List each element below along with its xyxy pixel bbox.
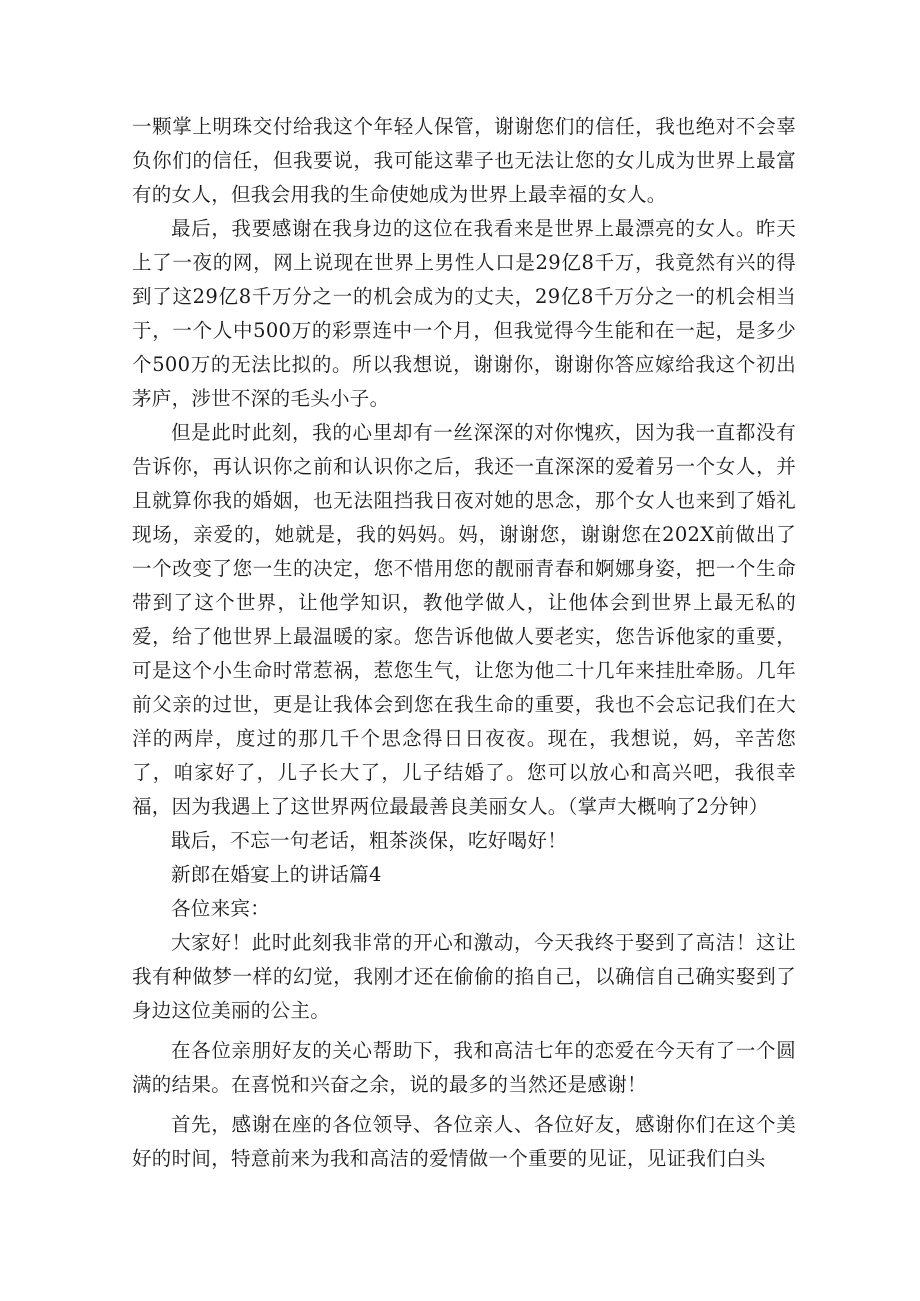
paragraph-thanks-mother: 但是此时此刻，我的心里却有一丝深深的对你愧疚，因为我一直都没有告诉你，再认识你之前和认识你之后，我还一直深深的爱着另一个女人，并且就算你我的婚姻，也无法阻挡我日夜对她的思念，那个女人也来到了婚礼现场，亲爱的，她就是，我的妈妈。妈，谢谢您，谢谢您在202X前做出了一个改变了您一生的决定，您不惜用您的靓丽青春和婀娜身姿，把一个生命带到了这个世界，让他学知识，教他学做人，让他体会到世界上最无私的爱，给了他世界上最温暖的家。您告诉他做人要老实，您告诉他家的重要，可是这个小生命时常惹祸，惹您生气，让您为他二十几年来挂肚牵肠。几年前父亲的过世，更是让我体会到您在我生命的重要，我也不会忘记我们在大洋的两岸，度过的那几千个思念得日日夜夜。现在，我想说，妈，辛苦您了，咱家好了，儿子长大了，儿子结婚了。您可以放心和高兴吧，我很幸福，因为我遇上了这世界两位最最善良美丽女人。（掌声大概响了2分钟） bbox=[132, 421, 796, 818]
paragraph-continued: 一颗掌上明珠交付给我这个年轻人保管，谢谢您们的信任，我也绝对不会辜负你们的信任，但我要说，我可能这辈子也无法让您的女儿成为世界上最富有的女人，但我会用我的生命使她成为世界上最幸福的女人。 bbox=[132, 115, 796, 206]
section-title: 新郎在婚宴上的讲话篇4 bbox=[171, 863, 382, 886]
paragraph-thanks-wife: 最后，我要感谢在我身边的这位在我看来是世界上最漂亮的女人。昨天上了一夜的网，网上说现在世界上男性人口是29亿8千万，我竟然有兴的得到了这29亿8千万分之一的机会成为的丈夫，29亿8千万分之一的机会相当于，一个人中500万的彩票连中一个月，但我觉得今生能和在一起，是多少个500万的无法比拟的。所以我想说，谢谢你，谢谢你答应嫁给我这个初出茅庐，涉世不深的毛头小子。 bbox=[132, 217, 796, 410]
paragraph-greeting: 大家好！此时此刻我非常的开心和激动，今天我终于娶到了高洁！这让我有种做梦一样的幻觉，我刚才还在偷偷的掐自己，以确信自己确实娶到了身边这位美丽的公主。 bbox=[132, 931, 796, 1022]
paragraph-closing: 戢后，不忘一句老话，粗茶淡保，吃好喝好！ bbox=[171, 829, 568, 852]
document-page bbox=[132, 110, 796, 1176]
paragraph-thanks-guests: 首先，感谢在座的各位领导、各位亲人、各位好友，感谢你们在这个美好的时间，特意前来为我和高洁的爱情做一个重要的见证，见证我们白头 bbox=[132, 1113, 796, 1170]
salutation: 各位来宾： bbox=[171, 897, 271, 920]
paragraph-love-result: 在各位亲朋好友的关心帮助下，我和高洁七年的恋爱在今天有了一个圆满的结果。在喜悦和兴奋之余，说的最多的当然还是感谢！ bbox=[132, 1039, 796, 1096]
